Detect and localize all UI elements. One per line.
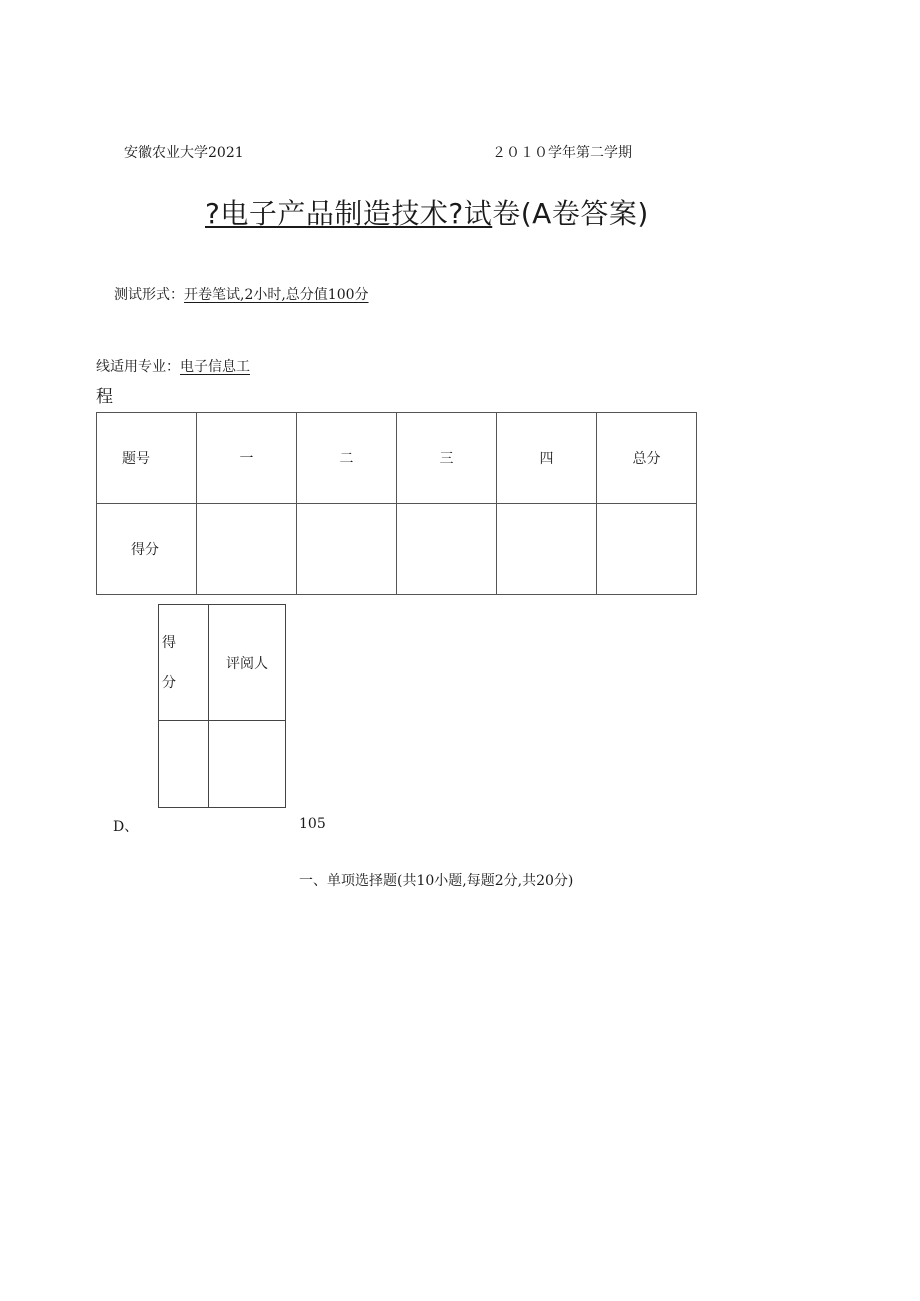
- major-value-wrap: 程: [96, 387, 113, 407]
- academic-year-label: ２０１０学年第二学期: [492, 145, 632, 161]
- total-score-cell[interactable]: [597, 504, 697, 595]
- question-4-header: 四: [497, 413, 597, 504]
- review-score-blank-cell[interactable]: [159, 721, 209, 808]
- question-2-score-cell[interactable]: [297, 504, 397, 595]
- reviewer-label-cell: [209, 605, 286, 721]
- question-1-score-cell[interactable]: [197, 504, 297, 595]
- question-2-header: 二: [297, 413, 397, 504]
- reviewer-blank-cell[interactable]: [209, 721, 286, 808]
- question-3-header: 三: [397, 413, 497, 504]
- exam-title-underlined: ?电子产品制造技术?试: [205, 197, 493, 230]
- number-fragment: 105: [299, 816, 326, 832]
- question-number-header: 题号: [97, 413, 197, 504]
- score-table: [96, 412, 697, 595]
- major-label: 线适用专业：: [96, 359, 180, 375]
- exam-form-label: 测试形式：: [114, 287, 184, 303]
- question-1-header: 一: [197, 413, 297, 504]
- section-heading: 一、单项选择题(共10小题,每题2分,共20分): [299, 873, 574, 889]
- score-table-header-row: [97, 413, 697, 504]
- question-3-score-cell[interactable]: [397, 504, 497, 595]
- review-score-char-1: 得: [162, 635, 176, 651]
- review-box: [158, 604, 286, 808]
- major-value: 电子信息工: [180, 359, 250, 375]
- review-score-char-2: 分: [162, 675, 176, 691]
- exam-title: [205, 192, 649, 232]
- total-score-header: 总分: [597, 413, 697, 504]
- exam-form-value: 开卷笔试,2小时,总分值100分: [184, 287, 369, 303]
- score-table-score-row: [97, 504, 697, 595]
- question-4-score-cell[interactable]: [497, 504, 597, 595]
- university-term-label: 安徽农业大学2021: [124, 145, 244, 161]
- reviewer-label: 评阅人: [226, 656, 268, 672]
- score-row-label: 得分: [97, 504, 197, 595]
- option-d-fragment: D、: [113, 819, 139, 835]
- exam-title-rest: 卷(A卷答案): [492, 197, 649, 230]
- applicable-major: [96, 356, 250, 376]
- exam-form: [114, 284, 369, 304]
- review-score-label-cell: [159, 605, 209, 721]
